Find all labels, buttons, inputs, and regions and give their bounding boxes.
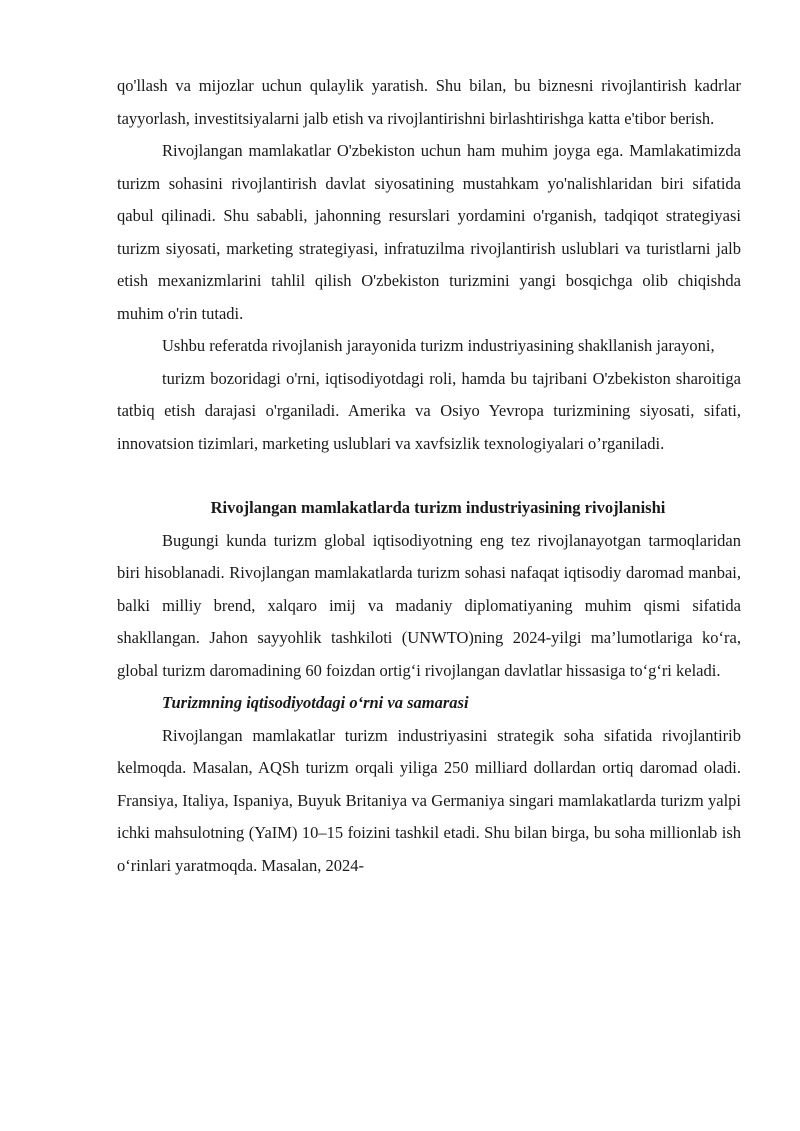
paragraph-referat-intro: Ushbu referatda rivojlanish jarayonida turizm industriyasining shakllanish jarayoni, (162, 336, 715, 355)
paragraph-uzbekistan-importance: Rivojlangan mamlakatlar O'zbekiston uchun ham muhim joyga ega. Mamlakatimizda turizm sohasini rivojlantirish davlat siyosatining mustahkam yo'nalishlaridan biri sifatida qabul qilinadi. Shu sababli, jahonning resurslari yordamini o'rganish, tadqiqot strategiyasi turizm siyosati, marketing strategiyasi, infratuzilma rivojlantirish uslublari va turistlarni jalb etish mexanizmlarini tahlil qilish O'zbekiston turizmini yangi bosqichga olib chiqishda muhim o'rin tutadi. (117, 141, 741, 323)
paragraph-referat-scope: turizm bozoridagi o'rni, iqtisodiyotdagi roli, hamda bu tajribani O'zbekiston sharoitiga tatbiq etish darajasi o'rganiladi. Amerika va Osiyo Yevropa turizmining siyosati, sifati, innovatsion tizimlari, marketing uslublari va xavfsizlik texnologiyalari o’rganiladi. (117, 368, 741, 453)
paragraph-continuation: qo'llash va mijozlar uchun qulaylik yaratish. Shu bilan, bu biznesni rivojlantirish kadrlar tayyorlash, investitsiyalarni jalb etish va rivojlantirishni birlashtirishga katta e'tibor berish. (117, 76, 741, 128)
section-heading: Rivojlangan mamlakatlarda turizm industriyasining rivojlanishi (210, 498, 666, 517)
paragraph-global-tourism: Bugungi kunda turizm global iqtisodiyotning eng tez rivojlanayotgan tarmoqlaridan biri hisoblanadi. Rivojlangan mamlakatlarda turizm sohasi nafaqat iqtisodiy daromad manbai, balki milliy brend, xalqaro imij va madaniy diplomatiyaning muhim qismi sifatida shakllangan. Jahon sayyohlik tashkiloti (UNWTO)ning 2024-yilgi ma’lumotlariga ko‘ra, global turizm daromadining 60 foizdan ortig‘i rivojlangan davlatlar hissasiga to‘g‘ri keladi. (117, 530, 741, 680)
subsection-heading: Turizmning iqtisodiyotdagi o‘rni va samarasi (162, 693, 469, 712)
document-page (117, 70, 741, 882)
paragraph-economic-role: Rivojlangan mamlakatlar turizm industriyasini strategik soha sifatida rivojlantirib kelmoqda. Masalan, AQSh turizm orqali yiliga 250 milliard dollardan ortiq daromad oladi. Fransiya, Italiya, Ispaniya, Buyuk Britaniya va Germaniya singari mamlakatlarda turizm yalpi ichki mahsulotning (YaIM) 10–15 foizini tashkil etadi. Shu bilan birga, bu soha millionlab ish o‘rinlari yaratmoqda. Masalan, 2024- (117, 725, 741, 875)
